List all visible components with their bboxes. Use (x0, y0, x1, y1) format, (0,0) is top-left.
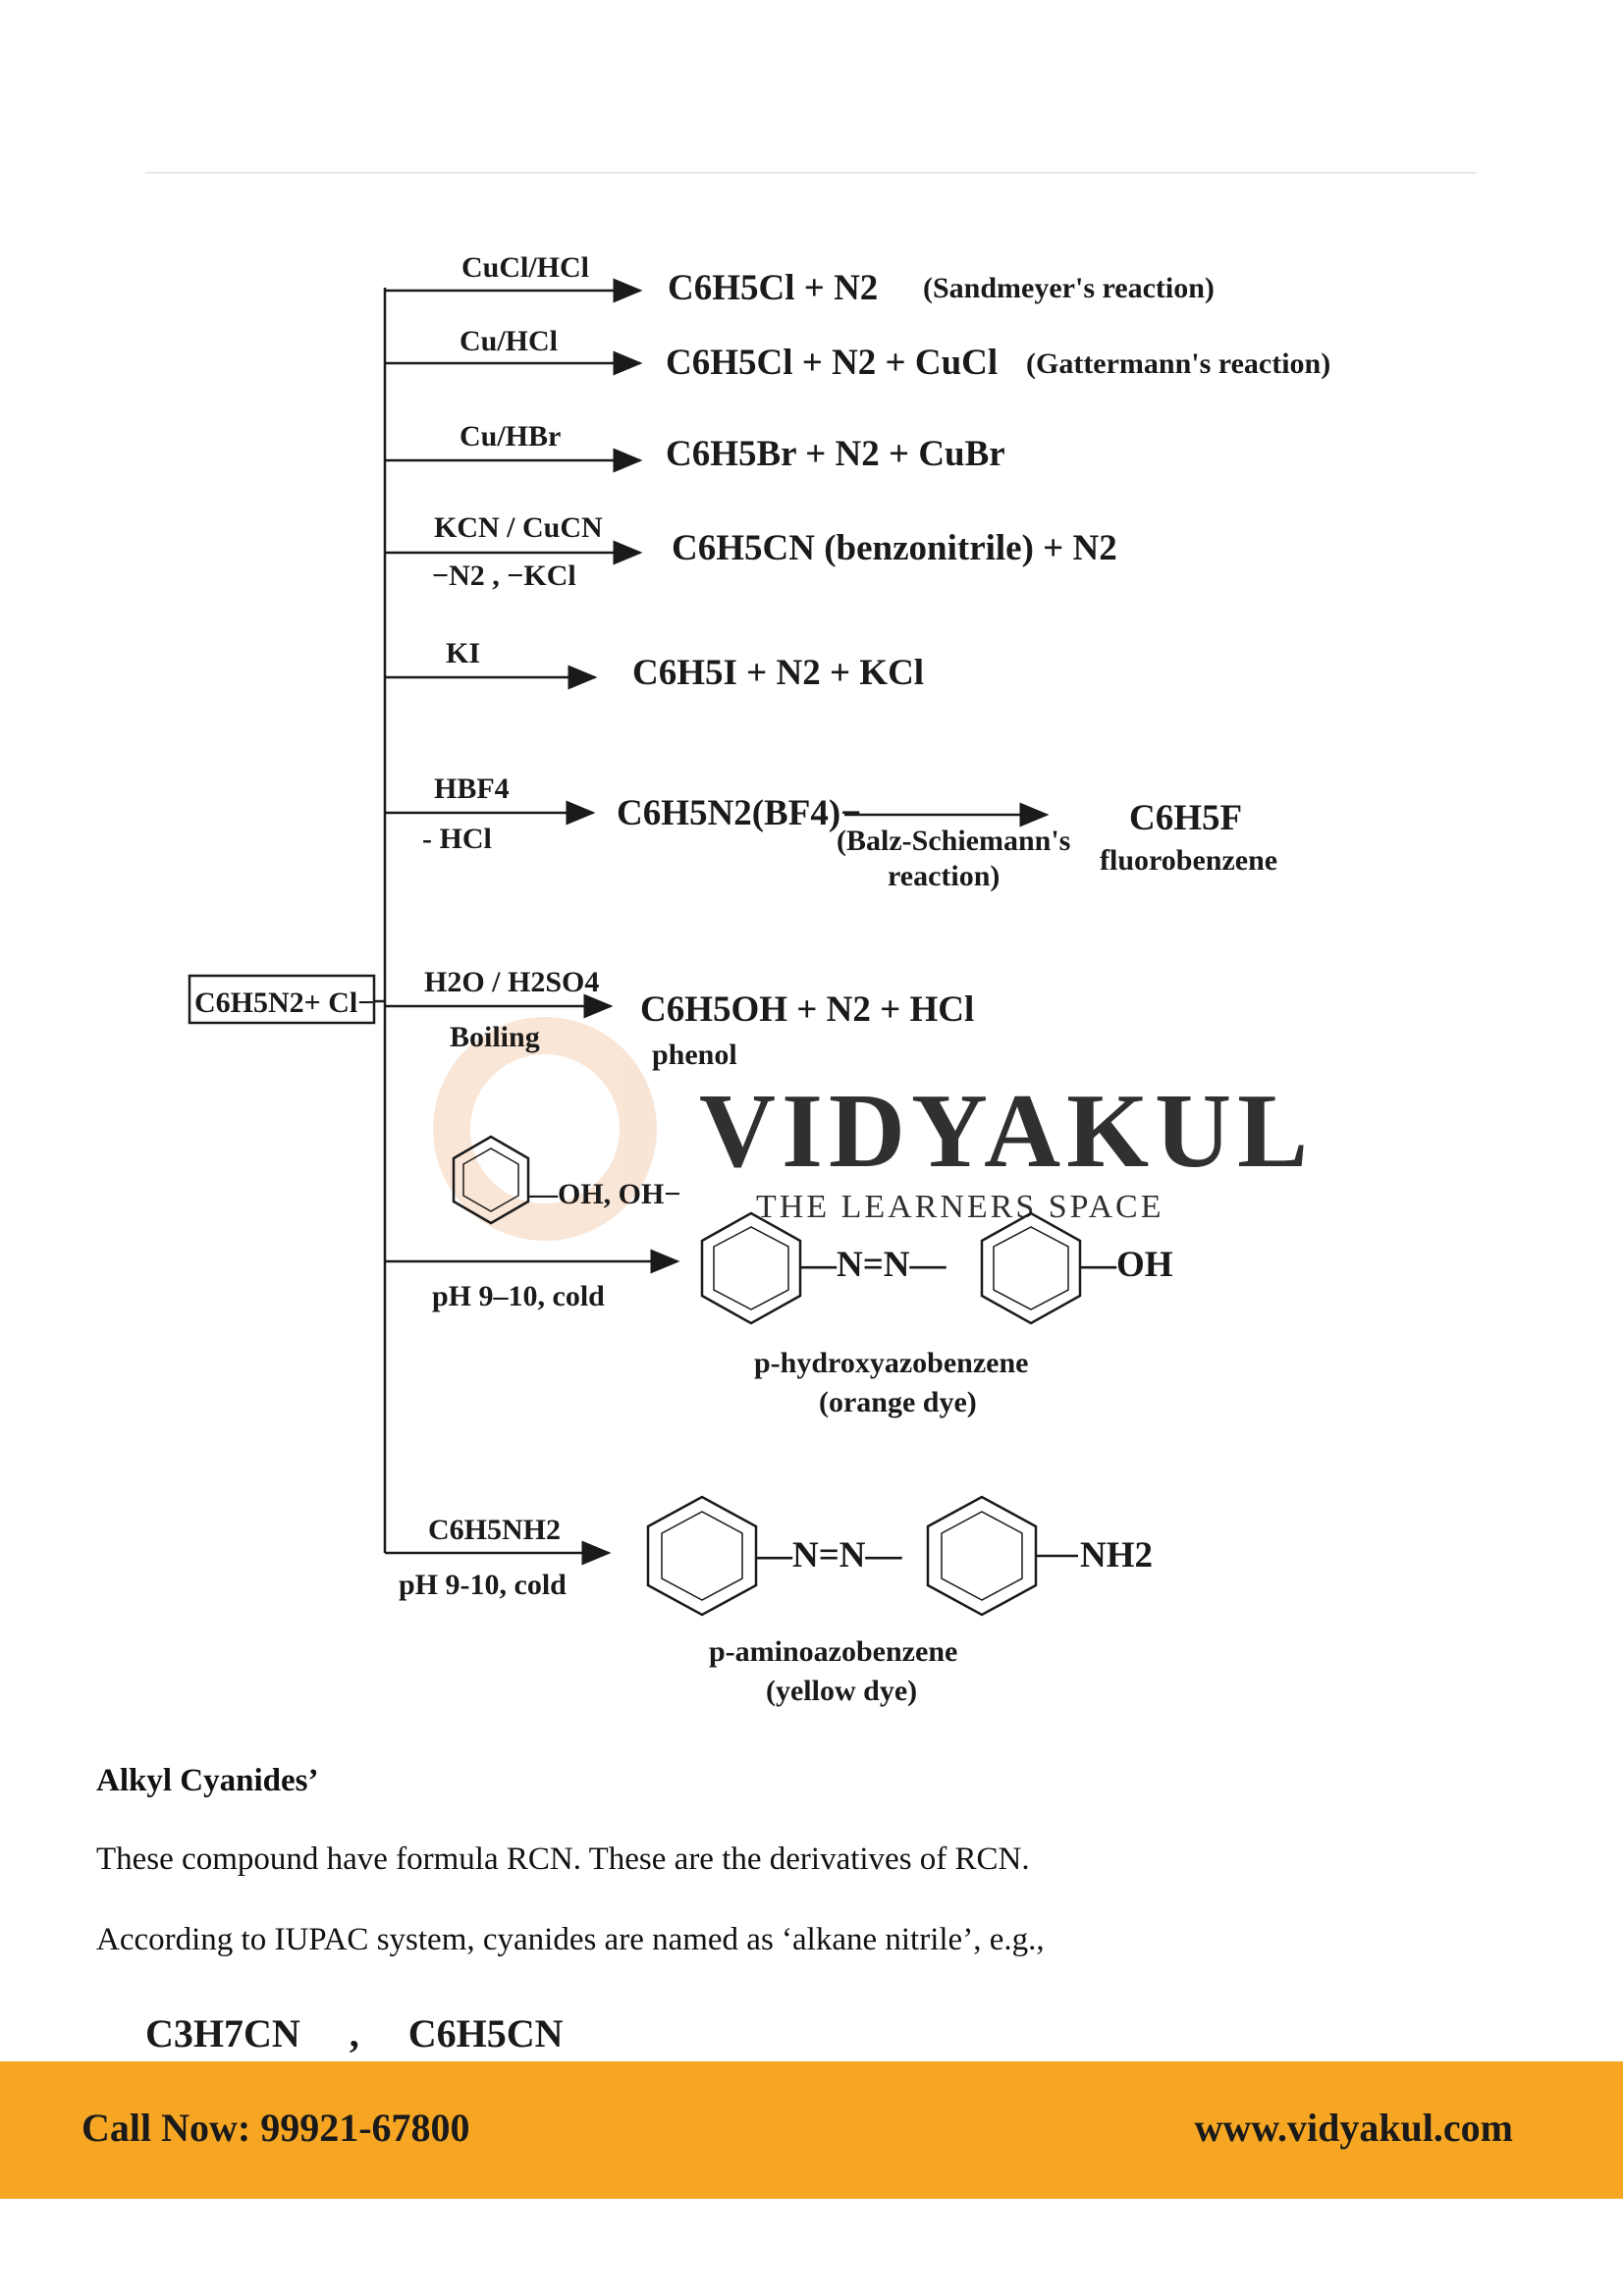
branch-bromination (385, 420, 1005, 474)
step-name-2: reaction) (888, 860, 1001, 892)
reaction-name: (Gattermann's reaction) (1026, 347, 1331, 380)
footer-banner (0, 2061, 1623, 2199)
product-description: (orange dye) (819, 1386, 977, 1418)
product: C6H5Cl + N2 + CuCl (666, 343, 999, 383)
azo-linkage: —N=N— (756, 1535, 902, 1575)
reagent: KCN / CuCN (434, 511, 603, 544)
branch-yellow-dye (385, 1497, 1153, 1707)
reaction-name: (Sandmeyer's reaction) (923, 272, 1215, 304)
reagent: HBF4 (434, 773, 510, 805)
reactant-formula: C6H5N2+ Cl− (194, 987, 375, 1019)
benzene-ring-icon (648, 1497, 756, 1615)
substituent: —OH (1080, 1245, 1173, 1285)
reagent: KI (446, 637, 481, 669)
branch-gattermann (385, 325, 1330, 383)
product: C6H5OH + N2 + HCl (640, 989, 975, 1030)
product-name: p-hydroxyazobenzene (754, 1347, 1029, 1379)
product: C6H5I + N2 + KCl (632, 653, 925, 693)
step-name: (Balz-Schiemann's (837, 825, 1071, 857)
formula-benzonitrile: C6H5CN (407, 2011, 564, 2056)
product: C6H5CN (benzonitrile) + N2 (672, 528, 1117, 568)
product-name: p-aminoazobenzene (709, 1635, 958, 1668)
reagent: Cu/HCl (460, 325, 559, 357)
final-product: C6H5F (1129, 798, 1243, 838)
reagent-condition: Boiling (450, 1021, 540, 1053)
formula-butanenitrile: C3H7CN (145, 2011, 300, 2056)
branch-cyanation (385, 511, 1117, 592)
reagent: Cu/HBr (460, 420, 562, 453)
watermark-brand: VIDYAKUL (699, 1073, 1315, 1190)
branch-iodination (385, 637, 924, 693)
reagent-condition: pH 9-10, cold (399, 1569, 567, 1601)
reactant-box (189, 976, 385, 1023)
paragraph-iupac: According to IUPAC system, cyanides are named as ‘alkane nitrile’, e.g., (96, 1922, 1045, 1957)
paragraph-formula: These compound have formula RCN. These are the derivatives of RCN. (96, 1842, 1030, 1877)
final-product-name: fluorobenzene (1100, 844, 1278, 877)
reagent-condition: - HCl (422, 823, 492, 855)
section-heading: Alkyl Cyanides’ (96, 1763, 319, 1798)
example-formulas (145, 2010, 564, 2056)
azo-linkage: —N=N— (800, 1245, 947, 1285)
reagent: —OH, OH− (528, 1178, 681, 1210)
reagent-condition: −N2 , −KCl (432, 560, 576, 592)
watermark-tagline: THE LEARNERS SPACE (756, 1189, 1164, 1225)
website-link[interactable]: www.vidyakul.com (1194, 2106, 1513, 2150)
benzene-ring-icon (928, 1497, 1036, 1615)
formula-separator: , (349, 2011, 359, 2056)
reagent: CuCl/HCl (461, 251, 590, 284)
branch-sandmeyer (385, 251, 1215, 308)
call-now-text[interactable]: Call Now: 99921-67800 (81, 2106, 470, 2150)
reagent: C6H5NH2 (428, 1514, 561, 1546)
benzene-ring-icon (982, 1213, 1080, 1323)
reagent: H2O / H2SO4 (424, 966, 600, 998)
branch-balz-schiemann (385, 773, 1277, 892)
substituent: NH2 (1080, 1535, 1153, 1575)
reagent-condition: pH 9–10, cold (432, 1280, 605, 1312)
product-description: (yellow dye) (766, 1675, 918, 1707)
intermediate: C6H5N2(BF4)− (617, 793, 862, 833)
product-name: phenol (652, 1039, 737, 1071)
product: C6H5Br + N2 + CuBr (666, 434, 1005, 474)
product: C6H5Cl + N2 (668, 268, 879, 308)
benzene-ring-icon (702, 1213, 800, 1323)
